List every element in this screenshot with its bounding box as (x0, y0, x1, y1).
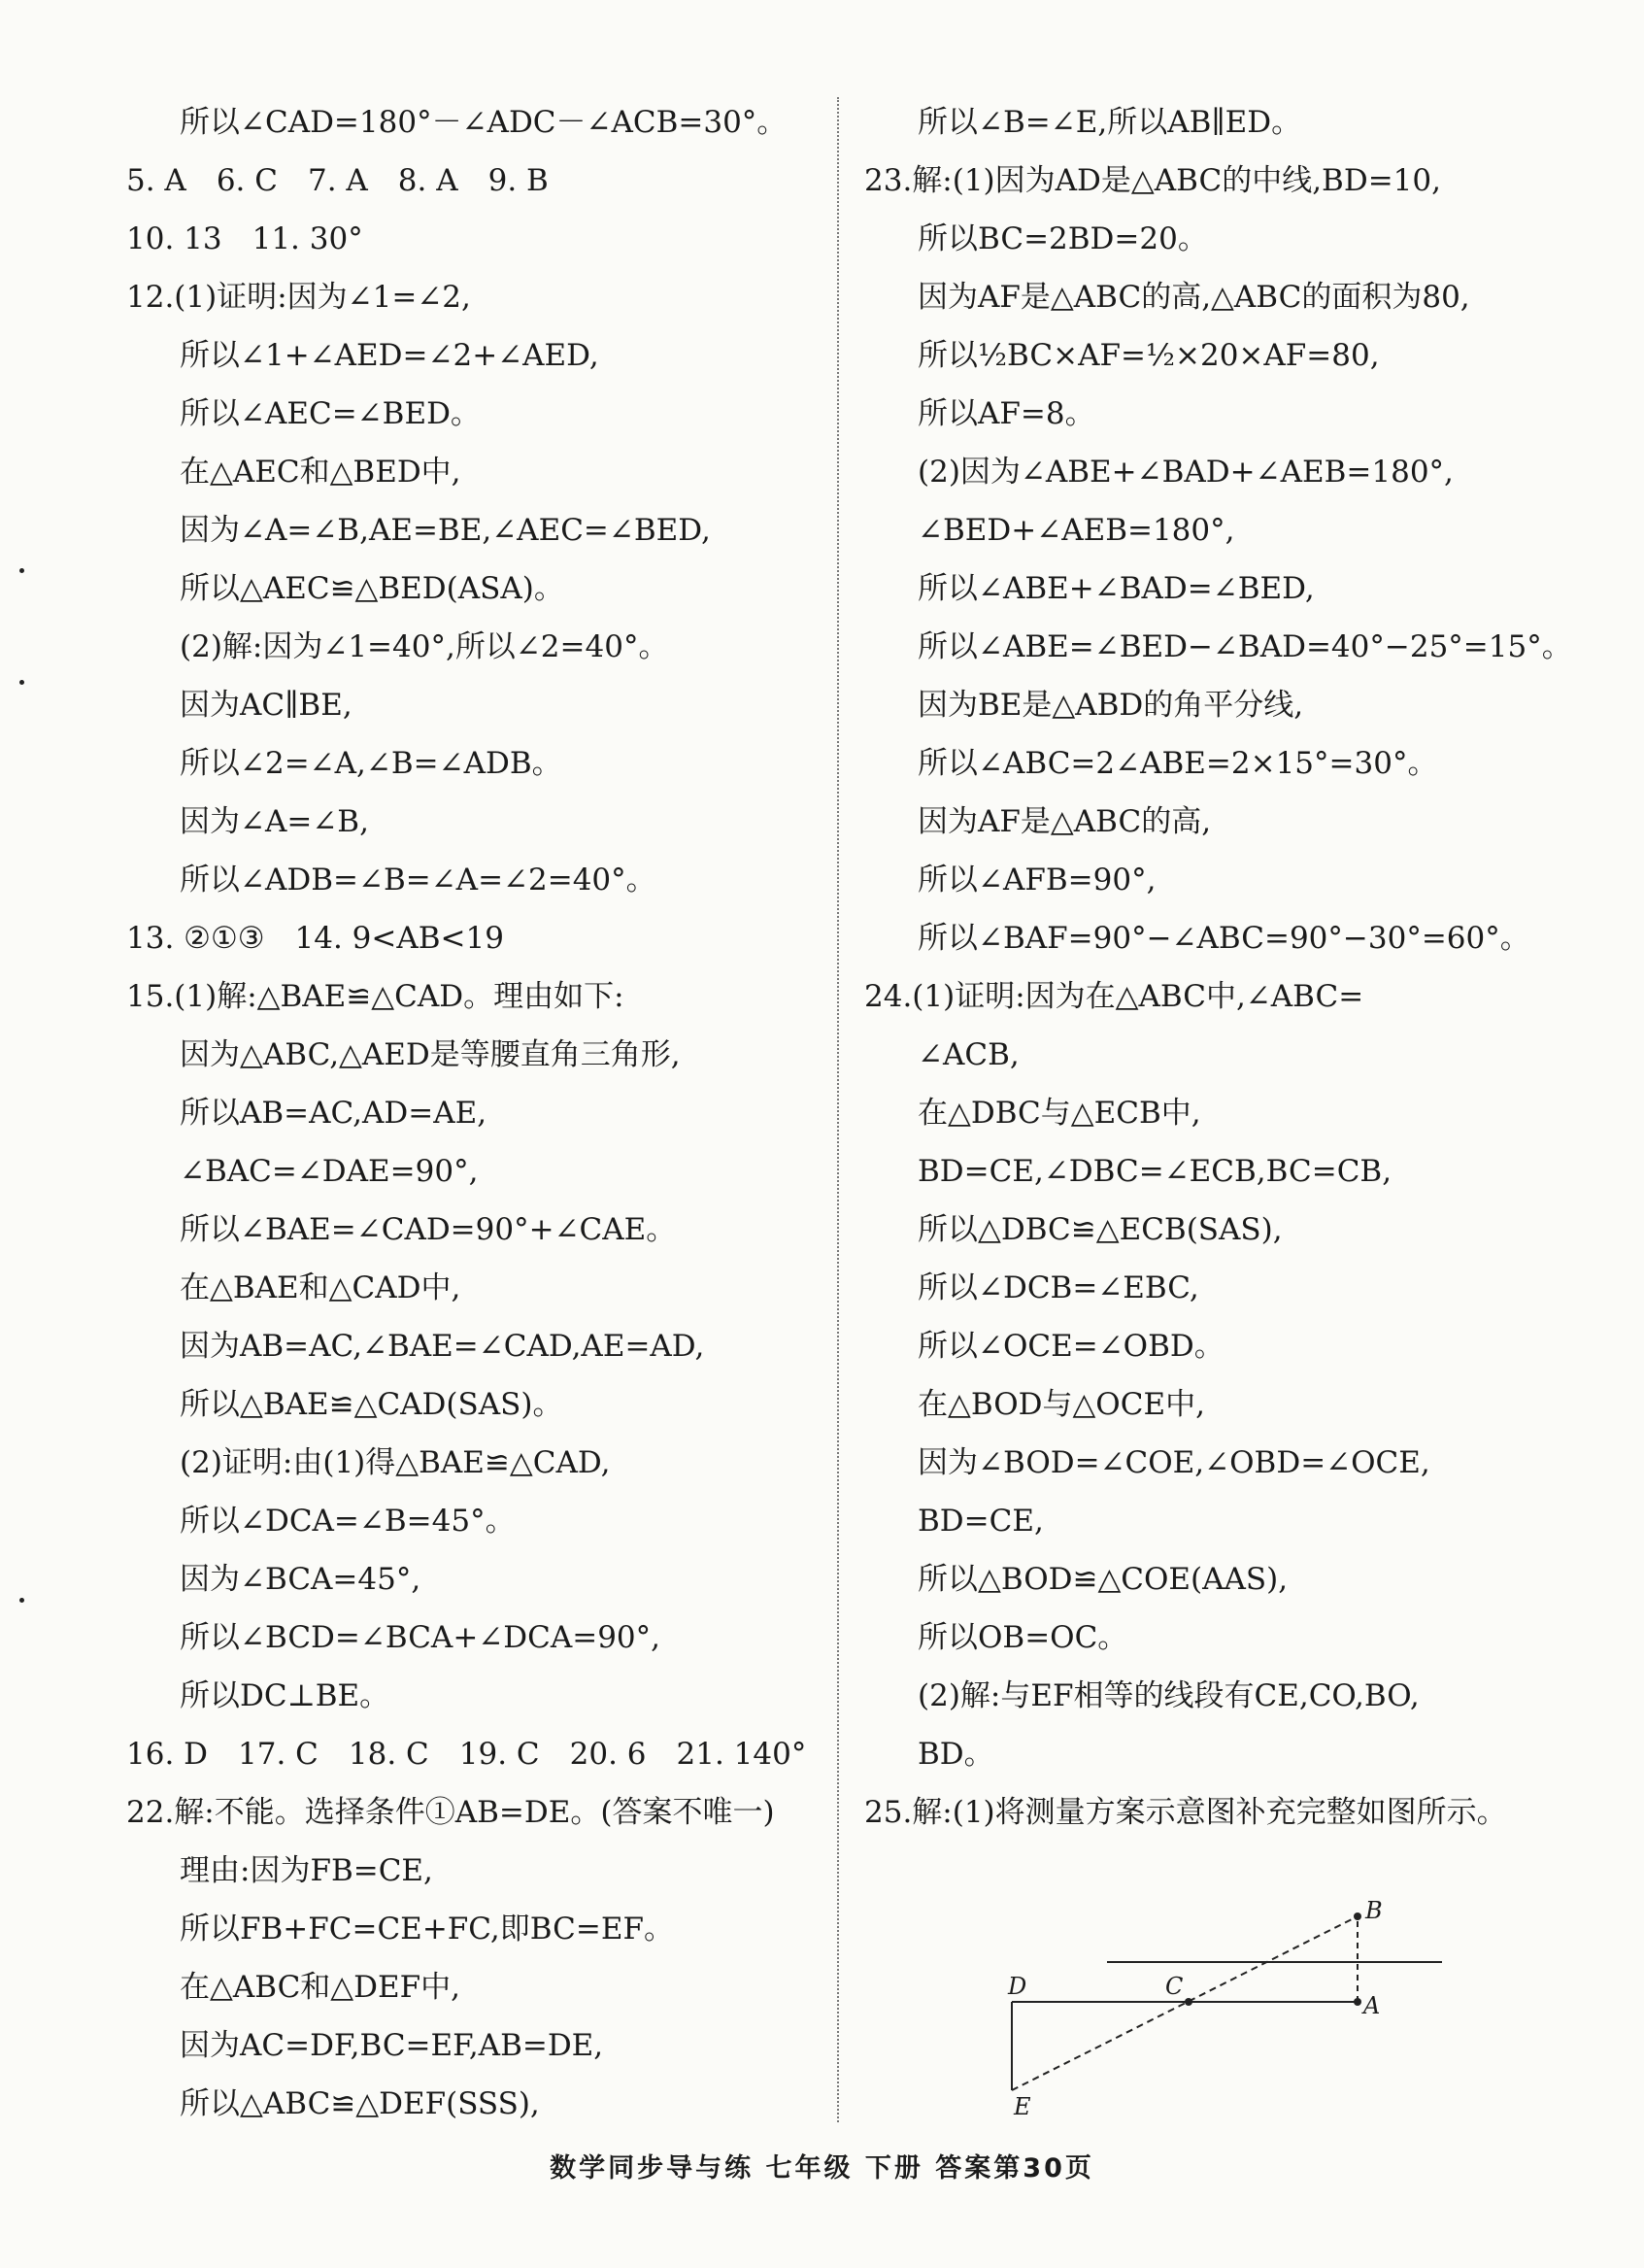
answer-line: 13. ②①③ 14. 9<AB<19 (126, 921, 504, 956)
answer-line: ∠BED+∠AEB=180°, (918, 513, 1235, 548)
answer-line: 所以∠ABC=2∠ABE=2×15°=30°。 (918, 746, 1438, 781)
label-a: A (1363, 1992, 1381, 2019)
answer-line: 所以∠BAF=90°−∠ABC=90°−30°=60°。 (918, 921, 1530, 956)
answer-line: 所以AB=AC,AD=AE, (180, 1096, 487, 1131)
answer-line: 在△AEC和△BED中, (180, 455, 461, 490)
answer-line: 因为∠BCA=45°, (180, 1562, 421, 1597)
answer-line: 因为△ABC,△AED是等腰直角三角形, (180, 1037, 681, 1072)
answer-line: 在△BAE和△CAD中, (180, 1270, 461, 1305)
answer-line: 所以AF=8。 (918, 396, 1095, 431)
answer-line: 所以△DBC≌△ECB(SAS), (918, 1212, 1283, 1247)
answer-line: ∠BAC=∠DAE=90°, (180, 1154, 479, 1189)
answer-line: 所以△BOD≌△COE(AAS), (918, 1562, 1289, 1597)
answer-line: 12.(1)证明:因为∠1=∠2, (126, 280, 471, 315)
label-e: E (1014, 2093, 1031, 2120)
answer-line: 所以∠DCB=∠EBC, (918, 1270, 1199, 1305)
answer-line: 24.(1)证明:因为在△ABC中,∠ABC= (864, 979, 1364, 1014)
answer-line: BD。 (918, 1737, 994, 1772)
diagram-svg (971, 1889, 1476, 2122)
answer-line: 23.解:(1)因为AD是△ABC的中线,BD=10, (864, 163, 1441, 198)
answer-line: (2)证明:由(1)得△BAE≌△CAD, (180, 1445, 611, 1480)
answer-line: 25.解:(1)将测量方案示意图补充完整如图所示。 (864, 1795, 1507, 1830)
answer-line: 所以DC⊥BE。 (180, 1678, 390, 1713)
answer-line: 5. A 6. C 7. A 8. A 9. B (126, 163, 549, 198)
measurement-diagram (971, 1889, 1476, 2126)
answer-line: 所以∠AFB=90°, (918, 863, 1157, 897)
column-divider (837, 97, 839, 2122)
answer-line: (2)因为∠ABE+∠BAD+∠AEB=180°, (918, 455, 1454, 490)
page-footer: 数学同步导与练 七年级 下册 答案第30页 (550, 2153, 1094, 2183)
answer-line: 16. D 17. C 18. C 19. C 20. 6 21. 140° (126, 1737, 807, 1772)
answer-line: 所以∠ABE=∠BED−∠BAD=40°−25°=15°。 (918, 629, 1572, 664)
answer-line: 所以∠OCE=∠OBD。 (918, 1329, 1225, 1364)
answer-line: 所以∠BAE=∠CAD=90°+∠CAE。 (180, 1212, 677, 1247)
answer-line: 所以½BC×AF=½×20×AF=80, (918, 338, 1380, 373)
answer-line: 所以∠CAD=180°－∠ADC－∠ACB=30°。 (180, 105, 788, 140)
answer-line: 所以∠B=∠E,所以AB∥ED。 (918, 105, 1302, 140)
answer-line: 所以∠BCD=∠BCA+∠DCA=90°, (180, 1620, 661, 1655)
answer-line: 在△DBC与△ECB中, (918, 1096, 1201, 1131)
answer-line: 因为BE是△ABD的角平分线, (918, 688, 1304, 723)
answer-line: 因为∠A=∠B,AE=BE,∠AEC=∠BED, (180, 513, 711, 548)
answer-line: 所以∠1+∠AED=∠2+∠AED, (180, 338, 599, 373)
answer-line: 15.(1)解:△BAE≌△CAD。理由如下: (126, 979, 624, 1014)
answer-line: 因为∠BOD=∠COE,∠OBD=∠OCE, (918, 1445, 1430, 1480)
label-d: D (1008, 1973, 1027, 2000)
point-a (1354, 1998, 1361, 2006)
answer-line: 在△ABC和△DEF中, (180, 1970, 460, 2005)
answer-line: 因为∠A=∠B, (180, 804, 369, 839)
answer-line: BD=CE,∠DBC=∠ECB,BC=CB, (918, 1154, 1392, 1189)
answer-line: 10. 13 11. 30° (126, 221, 363, 256)
answer-line: 所以△ABC≌△DEF(SSS), (180, 2086, 540, 2121)
answer-line: 所以FB+FC=CE+FC,即BC=EF。 (180, 1912, 674, 1946)
point-b (1354, 1913, 1361, 1920)
answer-line: 所以OB=OC。 (918, 1620, 1128, 1655)
answer-line: 因为AF是△ABC的高, (918, 804, 1212, 839)
answer-line: (2)解:与EF相等的线段有CE,CO,BO, (918, 1678, 1420, 1713)
answer-line: 所以△AEC≌△BED(ASA)。 (180, 571, 564, 606)
label-b: B (1365, 1897, 1383, 1924)
scan-speck (19, 680, 24, 685)
answer-line: ∠ACB, (918, 1037, 1020, 1072)
answer-line: 因为AC=DF,BC=EF,AB=DE, (180, 2028, 604, 2063)
answer-line: 所以∠ADB=∠B=∠A=∠2=40°。 (180, 863, 656, 897)
answer-line: BD=CE, (918, 1504, 1044, 1539)
answer-line: 所以∠DCA=∠B=45°。 (180, 1504, 516, 1539)
answer-line: 因为AB=AC,∠BAE=∠CAD,AE=AD, (180, 1329, 705, 1364)
label-c: C (1165, 1973, 1184, 2000)
answer-line: 所以∠ABE+∠BAD=∠BED, (918, 571, 1315, 606)
answer-line: 在△BOD与△OCE中, (918, 1387, 1205, 1422)
answer-line: 因为AC∥BE, (180, 688, 352, 723)
answer-line: 所以∠2=∠A,∠B=∠ADB。 (180, 746, 562, 781)
answer-line: 所以△BAE≌△CAD(SAS)。 (180, 1387, 563, 1422)
answer-line: 理由:因为FB=CE, (180, 1853, 433, 1888)
answer-line: 所以∠AEC=∠BED。 (180, 396, 481, 431)
right-column (864, 93, 1572, 1842)
scan-speck (19, 1598, 24, 1603)
answer-line: 所以BC=2BD=20。 (918, 221, 1208, 256)
answer-line: (2)解:因为∠1=40°,所以∠2=40°。 (180, 629, 669, 664)
point-c (1185, 1998, 1192, 2006)
answer-line: 22.解:不能。选择条件①AB=DE。(答案不唯一) (126, 1795, 775, 1830)
scan-speck (19, 568, 24, 573)
line-eb (1012, 1916, 1358, 2090)
answer-line: 因为AF是△ABC的高,△ABC的面积为80, (918, 280, 1470, 315)
left-column (126, 93, 825, 2133)
